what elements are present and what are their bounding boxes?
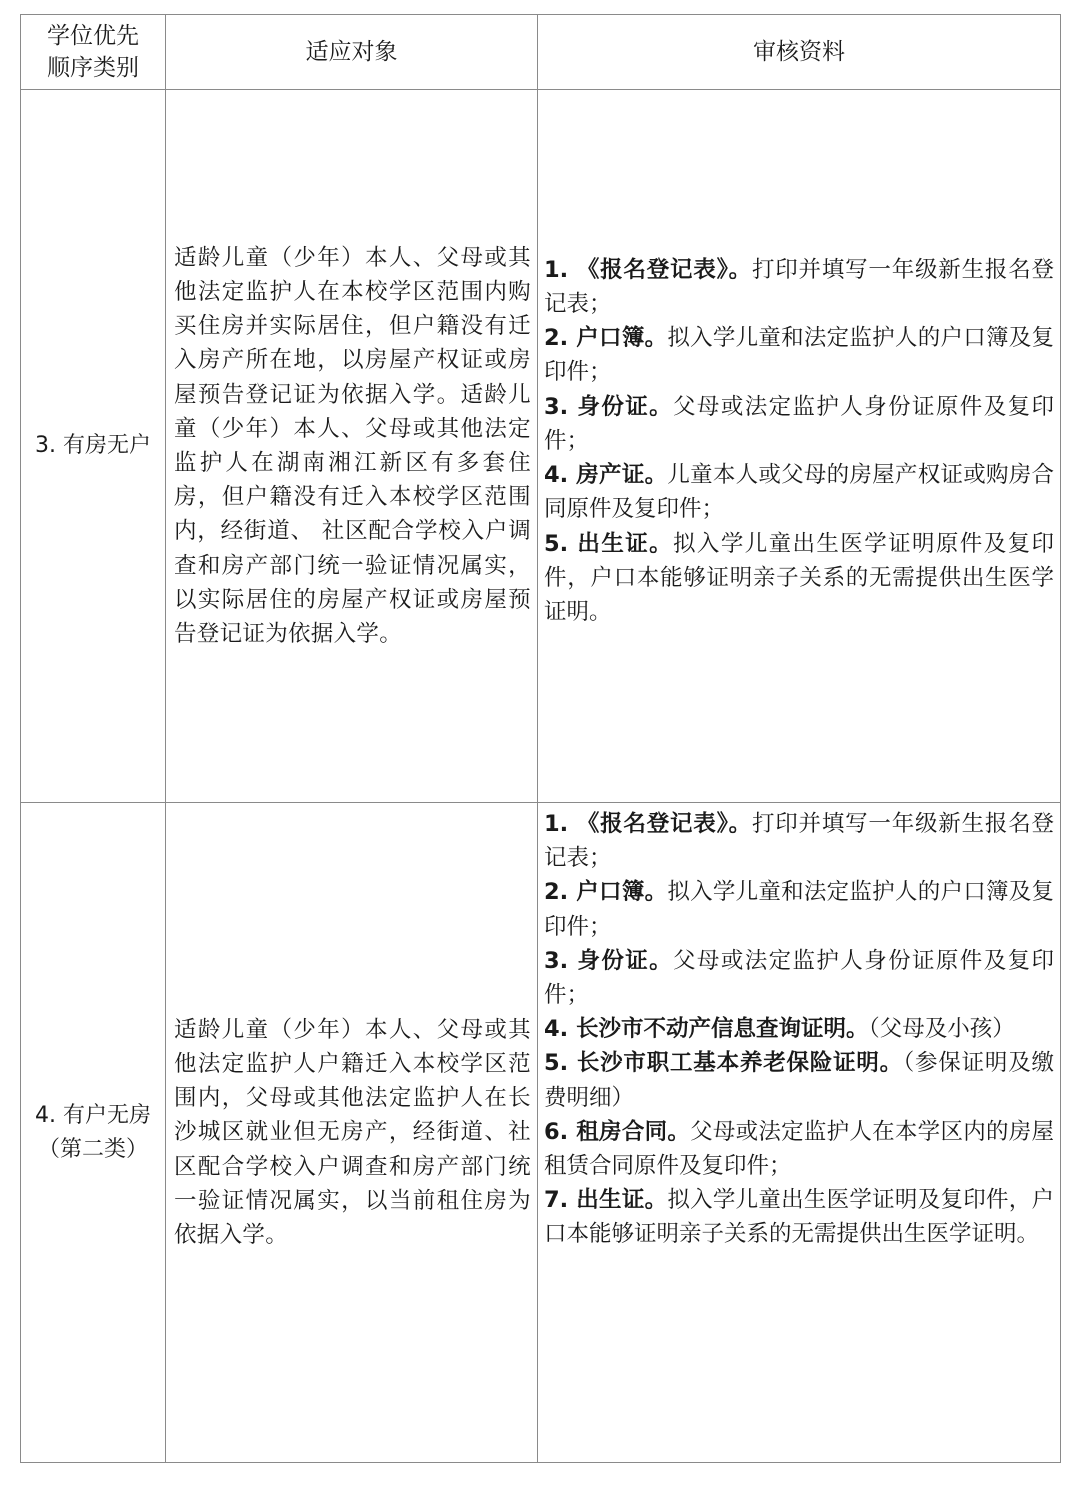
header-materials: 审核资料 (538, 15, 1061, 90)
material-item (544, 527, 1054, 630)
admission-materials-table (20, 14, 1061, 1463)
material-label: 3. 身份证。 (544, 947, 674, 974)
category-cell (21, 90, 166, 803)
category-label: 3. 有房无户 (35, 433, 151, 458)
material-label: 6. 租房合同。 (544, 1118, 691, 1145)
header-category-line: 顺序类别 (47, 55, 139, 81)
material-text: 父母或法定监护人在本学区内的房屋租赁合同原件及复印件； (544, 1118, 1054, 1180)
material-text: 拟入学儿童和法定监护人的户口簿及复印件； (544, 879, 1054, 940)
material-label: 3. 身份证。 (544, 393, 674, 420)
material-text: （父母及小孩） (868, 1016, 1015, 1043)
material-item (544, 253, 1054, 321)
header-category (21, 15, 166, 90)
material-item (544, 390, 1054, 458)
material-item (544, 1046, 1054, 1114)
material-item (544, 944, 1054, 1012)
material-label: 1. 《报名登记表》。 (544, 811, 752, 837)
target-cell: 适龄儿童（少年）本人、父母或其他法定监护人户籍迁入本校学区范围内，父母或其他法定监护人在长沙城区就业但无房产，经街道、社区配合学校入户调查和房产部门统一验证情况属实，以当前租住房为依据入学。 (166, 803, 538, 1463)
material-text: 拟入学儿童出生医学证明原件及复印件，户口本能够证明亲子关系的无需提供出生医学证明。 (544, 530, 1054, 625)
material-label: 5. 出生证。 (544, 530, 674, 557)
material-item (544, 807, 1054, 875)
material-text: （参保证明及缴费明细） (544, 1050, 1054, 1111)
material-item (544, 1115, 1054, 1183)
material-text: 拟入学儿童和法定监护人的户口簿及复印件； (544, 325, 1054, 386)
material-label: 1. 《报名登记表》。 (544, 256, 752, 283)
material-text: 拟入学儿童出生医学证明及复印件，户口本能够证明亲子关系的无需提供出生医学证明。 (544, 1187, 1054, 1248)
header-target: 适应对象 (166, 15, 538, 90)
target-cell: 适龄儿童（少年）本人、父母或其他法定监护人在本校学区范围内购买住房并实际居住，但户籍没有迁入房产所在地，以房屋产权证或房屋预告登记证为依据入学。适龄儿童（少年）本人、父母或其他法定监护人在湖南湘江新区有多套住房，但户籍没有迁入本校学区范围内，经街道、 社区配合学校入户调查和房产部门统一验证情况属实，以实际居住的房屋产权证或房屋预告登记证为依据入学。 (166, 90, 538, 803)
material-item (544, 875, 1054, 943)
material-text: 打印并填写一年级新生报名登记表； (544, 811, 1054, 872)
materials-cell (538, 803, 1061, 1463)
category-label: 4. 有户无房 (35, 1102, 151, 1128)
table-header-row (21, 15, 1061, 90)
material-label: 4. 房产证。 (544, 462, 668, 489)
table-row (21, 90, 1061, 803)
materials-cell (538, 90, 1061, 803)
material-text: 打印并填写一年级新生报名登记表； (544, 256, 1054, 318)
header-category-line: 学位优先 (47, 23, 139, 49)
material-label: 7. 出生证。 (544, 1187, 668, 1214)
material-label: 2. 户口簿。 (544, 879, 668, 906)
material-text: 儿童本人或父母的房屋产权证或购房合同原件及复印件； (544, 462, 1054, 523)
category-cell (21, 803, 166, 1463)
material-text: 父母或法定监护人身份证原件及复印件； (544, 393, 1054, 454)
material-text: 父母或法定监护人身份证原件及复印件； (544, 947, 1054, 1009)
material-item (544, 321, 1054, 389)
table-row (21, 803, 1061, 1463)
category-sublabel: （第二类） (37, 1136, 148, 1162)
material-item (544, 1012, 1054, 1046)
material-item (544, 458, 1054, 526)
material-label: 5. 长沙市职工基本养老保险证明。 (544, 1050, 903, 1077)
material-label: 2. 户口簿。 (544, 325, 668, 352)
material-item (544, 1183, 1054, 1251)
material-label: 4. 长沙市不动产信息查询证明。 (544, 1016, 869, 1043)
